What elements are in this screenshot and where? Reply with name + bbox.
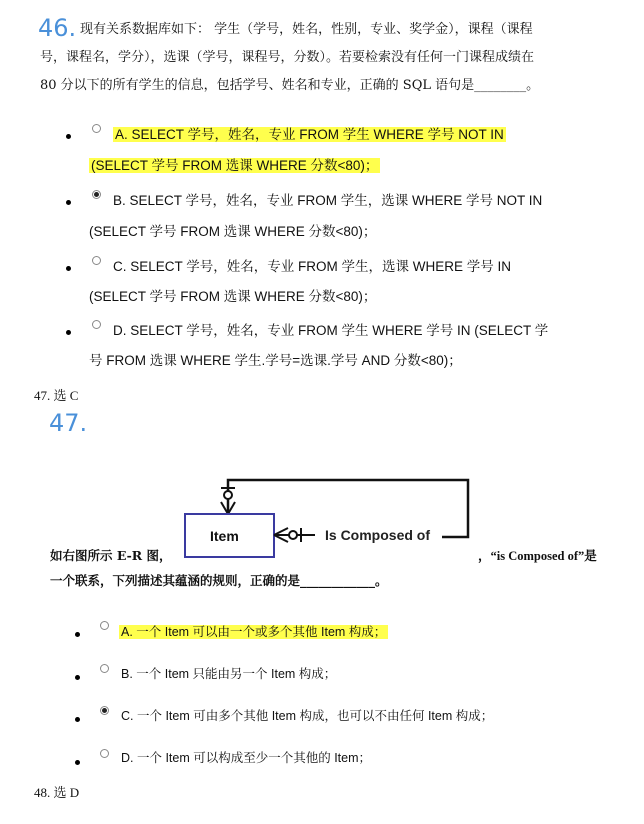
q46-option-a-line2: (SELECT 学号 FROM 选课 WHERE 分数<80)； <box>91 158 379 173</box>
q47-option-c[interactable]: C. 一个 Item 可由多个其他 Item 构成，也可以不由任何 Item 构成； <box>121 709 494 723</box>
option-c-radio[interactable] <box>100 706 109 715</box>
option-d-radio[interactable] <box>100 749 109 758</box>
bullet <box>75 675 80 680</box>
q47-option-a[interactable] <box>119 617 388 647</box>
question-47-stem-part-2: ，“is Composed of”是 <box>478 549 597 563</box>
q46-option-c-line2: (SELECT 学号 FROM 选课 WHERE 分数<80)； <box>89 289 377 304</box>
q46-option-d-line1[interactable]: D. SELECT 学号，姓名，专业 FROM 学生 WHERE 学号 IN (SELECT 学 <box>113 323 549 338</box>
q46-option-d-line2: 号 FROM 选课 WHERE 学生.学号=选课.学号 AND 分数<80)； <box>89 353 462 368</box>
bullet <box>75 760 80 765</box>
bullet <box>75 632 80 637</box>
entity-item-label: Item <box>210 528 239 544</box>
q46-option-c-line1[interactable]: C. SELECT 学号，姓名，专业 FROM 学生，选课 WHERE 学号 IN <box>113 259 512 274</box>
option-b-radio[interactable] <box>100 664 109 673</box>
option-d-radio[interactable] <box>92 320 101 329</box>
answer-note-46: 47. 选 C <box>34 388 79 403</box>
q47-option-a-text: A. 一个 Item 可以由一个或多个其他 Item 构成； <box>121 625 387 639</box>
crow-foot-right <box>274 535 288 542</box>
question-46-stem-line-3: 80 分以下的所有学生的信息，包括学号、姓名和专业，正确的 SQL 语句是________。 <box>40 78 540 93</box>
bullet <box>66 134 71 139</box>
bullet <box>75 717 80 722</box>
question-46-stem-line-1: 现有关系数据库如下： 学生（学号，姓名，性别，专业、奖学金），课程（课程 <box>80 22 533 37</box>
option-a-radio[interactable] <box>92 124 101 133</box>
question-47-number: 47. <box>49 409 88 437</box>
optional-circle-top <box>224 491 232 499</box>
bullet <box>66 200 71 205</box>
q46-option-b-line2: (SELECT 学号 FROM 选课 WHERE 分数<80)； <box>89 224 377 239</box>
q47-option-b[interactable]: B. 一个 Item 只能由另一个 Item 构成； <box>121 667 337 681</box>
q46-option-a-line1: A. SELECT 学号，姓名，专业 FROM 学生 WHERE 学号 NOT IN <box>115 127 504 142</box>
question-47-stem-line-2: 一个联系，下列描述其蕴涵的规则，正确的是____________。 <box>50 573 388 588</box>
bullet <box>66 330 71 335</box>
q47-option-d[interactable]: D. 一个 Item 可以构成至少一个其他的 Item； <box>121 751 372 765</box>
q46-option-b-line1[interactable]: B. SELECT 学号，姓名，专业 FROM 学生，选课 WHERE 学号 NOT IN <box>113 193 543 208</box>
q46-option-a[interactable] <box>113 120 506 150</box>
relationship-label: Is Composed of <box>325 527 431 543</box>
bullet <box>66 266 71 271</box>
question-47-stem-part-1: 如右图所示 E-R 图， <box>50 548 172 563</box>
option-c-radio[interactable] <box>92 256 101 265</box>
optional-circle-right <box>289 531 297 539</box>
option-b-radio[interactable] <box>92 190 101 199</box>
q46-option-a-cont <box>89 151 380 181</box>
option-a-radio[interactable] <box>100 621 109 630</box>
er-diagram <box>180 470 480 570</box>
question-46-number: 46. <box>38 14 77 42</box>
answer-note-47: 48. 选 D <box>34 785 80 800</box>
crow-foot-right <box>274 528 288 535</box>
question-46-stem-line-2: 号，课程名，学分），选课（学号，课程号，分数）。若要检索没有任何一门课程成绩在 <box>40 50 535 65</box>
